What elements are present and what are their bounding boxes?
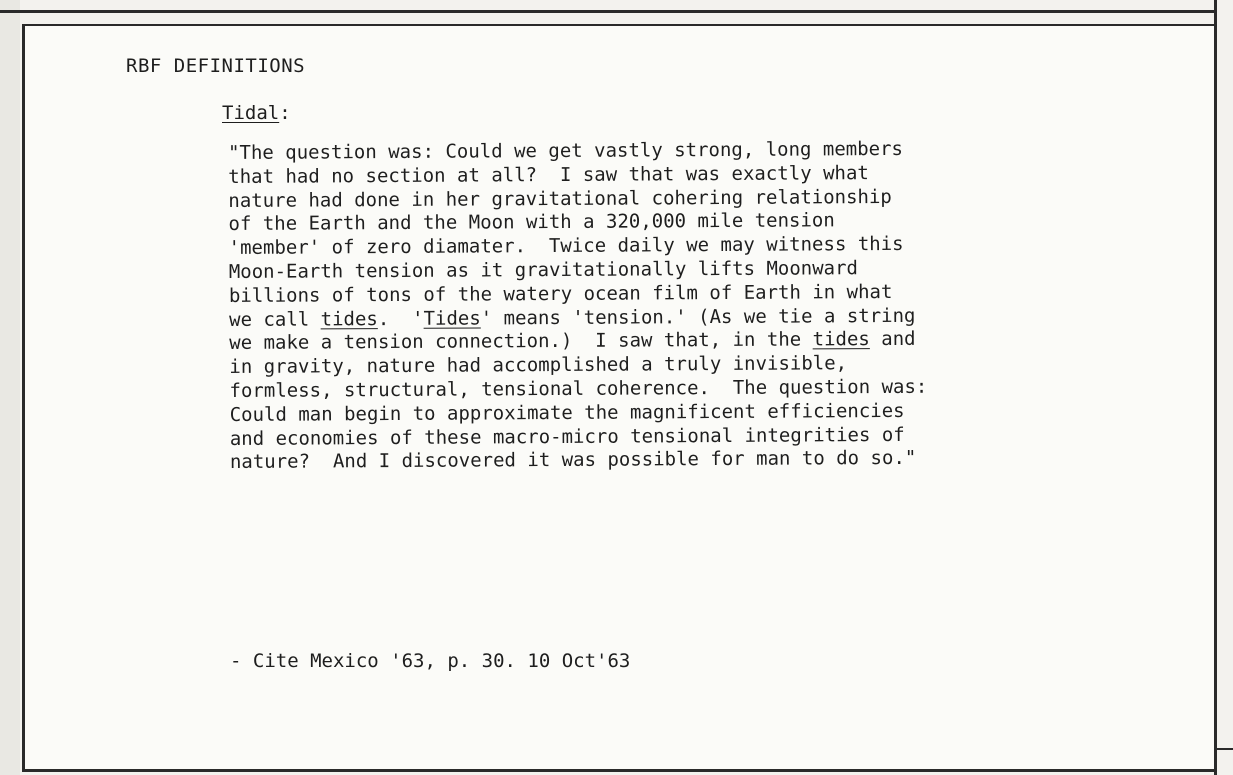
quote-line (229, 328, 915, 354)
quote-text: . ' (377, 307, 424, 330)
quote-text: and (869, 328, 916, 351)
term-word: Tidal (222, 102, 280, 124)
underlined-word: tides (320, 307, 378, 331)
quote-text: that had no section at all? I saw that was exactly what (228, 161, 869, 188)
quote-text: nature? And I discovered it was possible for man to do so." (229, 447, 917, 474)
definition-term (222, 102, 291, 124)
quote-line (228, 162, 869, 188)
quote-line (229, 352, 847, 378)
card-right-edge (1214, 0, 1217, 775)
quote-text: formless, structural, tensional coherence. The question was: (229, 375, 928, 402)
quote-line (228, 186, 892, 212)
quote-text: we make a tension connection.) I saw that, in the (229, 328, 813, 355)
quote-text: Moon-Earth tension as it gravitationally lifts Moonward (228, 257, 859, 283)
quote-line (230, 423, 905, 449)
quote-line (229, 376, 927, 402)
quote-line (230, 400, 905, 426)
previous-card-strip (0, 0, 20, 775)
card-header: RBF DEFINITIONS (126, 55, 306, 77)
quote-text: we call (229, 308, 321, 331)
quote-line (229, 281, 893, 307)
quote-text: in gravity, nature had accomplished a truly invisible, (229, 352, 848, 379)
quote-text: "The question was: Could we get vastly strong, long members (228, 137, 904, 164)
quote-line (229, 304, 915, 330)
quote-line (230, 447, 916, 473)
quote-line (228, 210, 834, 236)
quote-text: and economies of these macro-micro tensional integrities of (229, 423, 905, 450)
underlined-word: tides (812, 328, 870, 351)
quote-text: Could man begin to approximate the magnificent efficiencies (229, 399, 905, 426)
underlined-word: Tides (423, 307, 481, 330)
quote-line (228, 138, 903, 164)
card-corner-tick (1214, 748, 1233, 750)
quote-text: nature had done in her gravitational cohering relationship (228, 185, 892, 212)
citation: - Cite Mexico '63, p. 30. 10 Oct'63 (230, 650, 631, 672)
quote-text: ' means 'tension.' (As we tie a string (480, 304, 916, 330)
term-colon: : (279, 102, 291, 124)
quote-text: billions of tons of the watery ocean film of Earth in what (228, 280, 893, 307)
quote-text: of the Earth and the Moon with a 320,000 mile tension (228, 209, 835, 236)
quote-line (229, 257, 858, 283)
quote-text: 'member' of zero diamater. Twice daily we may witness this (228, 233, 904, 260)
quote-line (229, 233, 904, 259)
definition-quote (228, 137, 1130, 476)
back-card-edge (0, 10, 1216, 13)
